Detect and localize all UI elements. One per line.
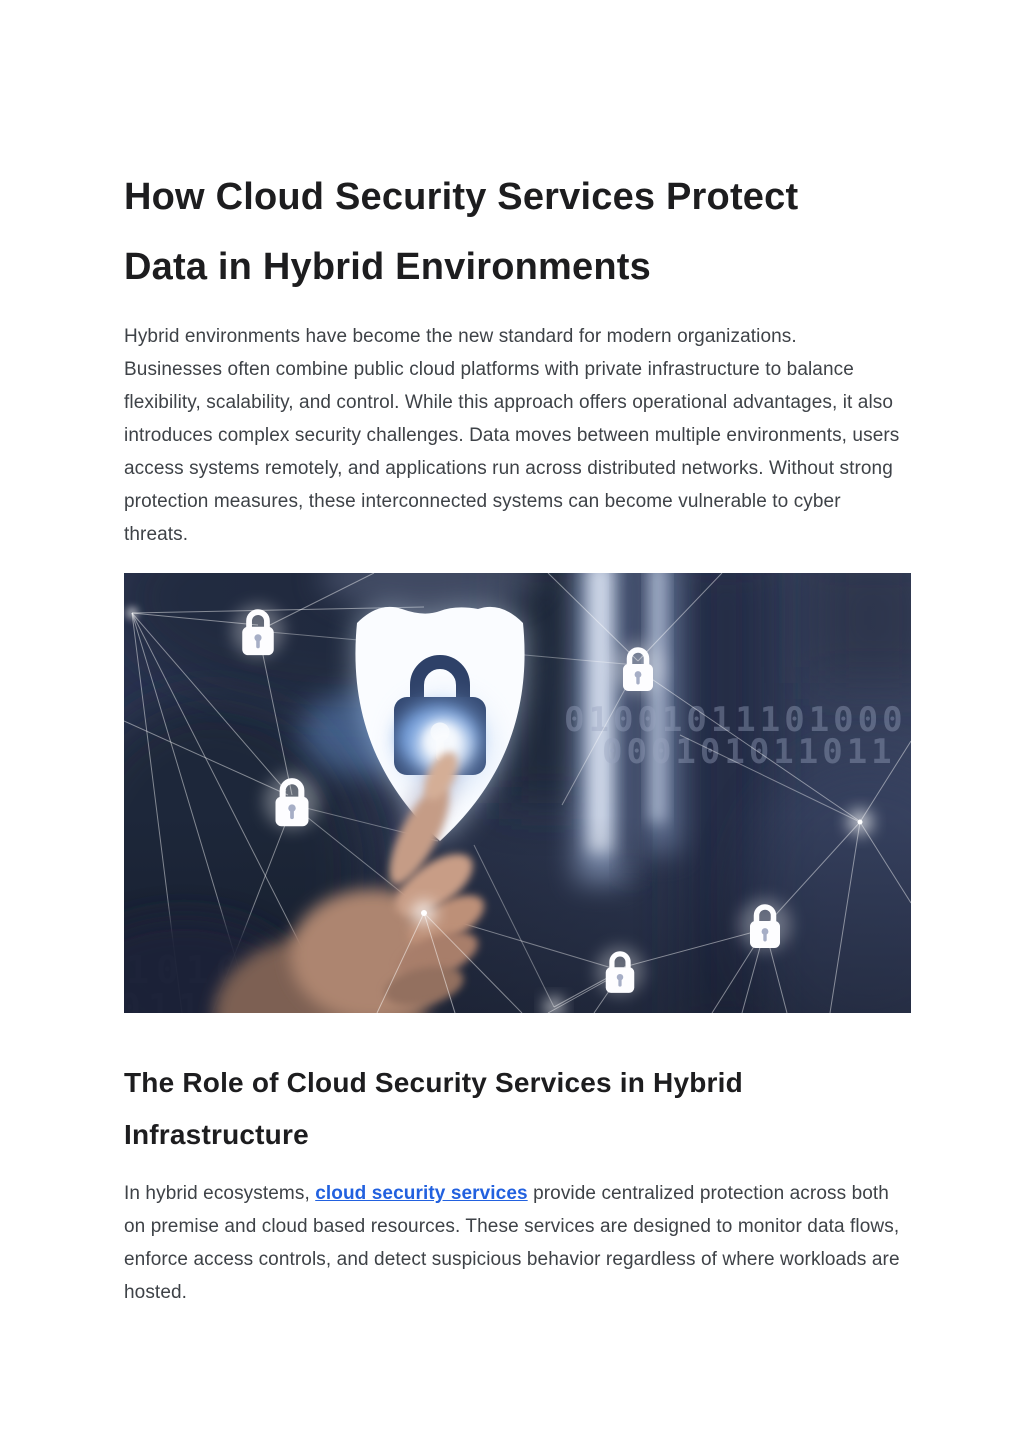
article-content [124,0,911,1309]
hero-image [124,573,911,1013]
section-heading-line1: The Role of Cloud Security Services in Hybrid [124,1067,743,1098]
section-heading [124,1057,911,1161]
page-title-line2: Data in Hybrid Environments [124,246,651,288]
page-title [124,162,911,302]
intro-paragraph: Hybrid environments have become the new standard for modern organizations. Businesses often combine public cloud platforms with private infrastructure to balance flexibility, scalability, and control. While this approach offers operational advantages, it also introduces complex security challenges. Data moves between multiple environments, users access systems remotely, and applications run across distributed networks. Without strong protection measures, these interconnected systems can become vulnerable to cyber threats. [124,326,900,545]
cloud-security-services-link[interactable]: cloud security services [315,1183,528,1204]
security-network-illustration [124,573,911,1013]
section-paragraph [124,1177,900,1309]
section-paragraph-after-link: provide centralized protection across both on premise and cloud based resources. These services are designed to monitor data flows, enforce access controls, and detect suspicious behavior regardless of where workloads are hosted. [124,1183,900,1303]
page-title-line1: How Cloud Security Services Protect [124,176,799,218]
section-paragraph-before-link: In hybrid ecosystems, [124,1183,316,1204]
section-heading-line2: Infrastructure [124,1119,309,1150]
